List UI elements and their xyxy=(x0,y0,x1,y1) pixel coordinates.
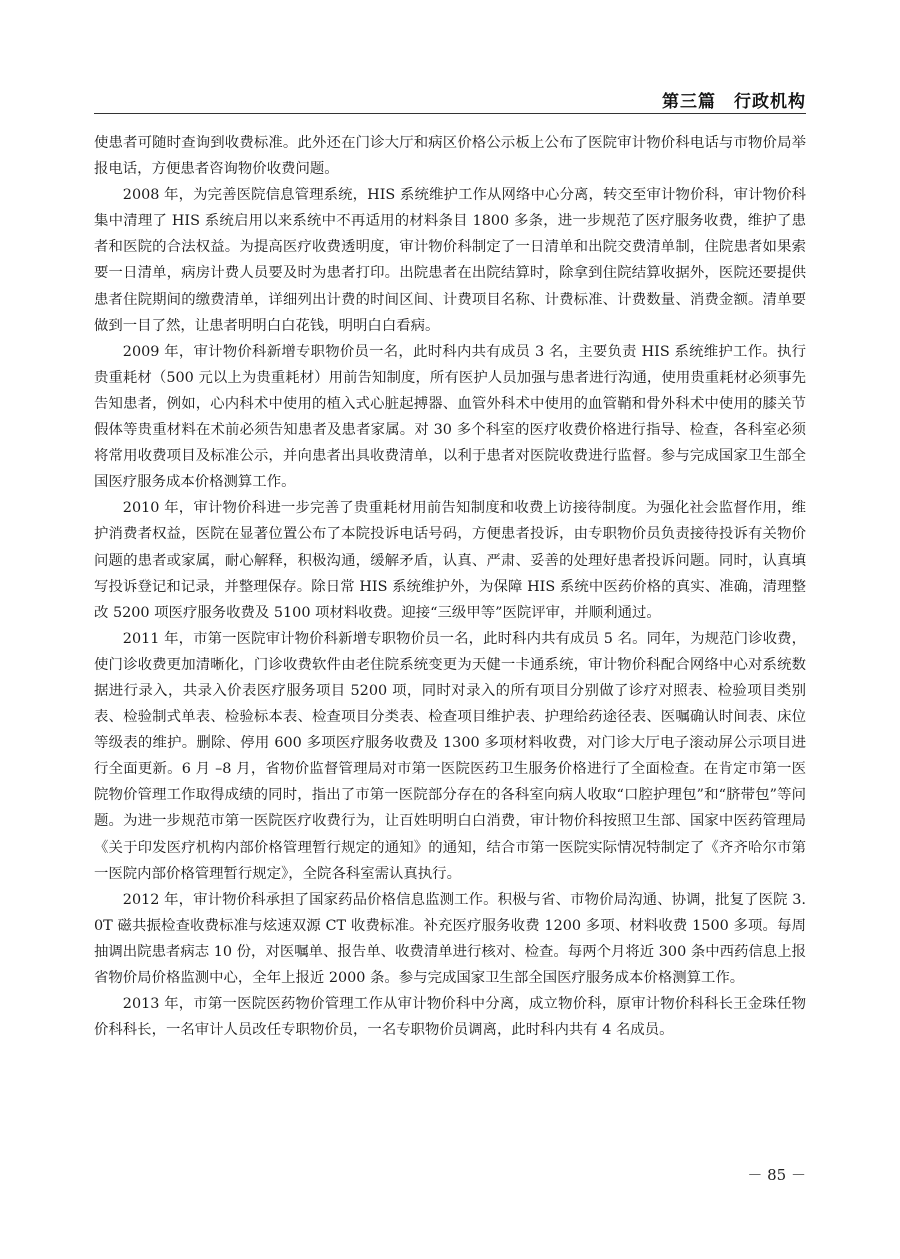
paragraph-2011: 2011 年，市第一医院审计物价科新增专职物价员一名，此时科内共有成员 5 名。同年，为规范门诊收费，使门诊收费更加清晰化，门诊收费软件由老住院系统变更为天健一卡通系统，审计物价科配合网络中心对系统数据进行录入，共录入价表医疗服务项目 5200 项，同时对录入的所有项目分别做了诊疗对照表、检验项目类别表、检验制式单表、检验标本表、检查项目分类表、检查项目维护表、护理给药途径表、医嘱确认时间表、床位等级表的维护。删除、停用 600 多项医疗服务收费及 1300 多项材料收费，对门诊大厅电子滚动屏公示项目进行全面更新。6 月 –8 月，省物价监督管理局对市第一医院医药卫生服务价格进行了全面检查。在肯定市第一医院物价管理工作取得成绩的同时，指出了市第一医院部分存在的各科室向病人收取“口腔护理包”和“脐带包”等问题。为进一步规范市第一医院医疗收费行为，让百姓明明白白消费，审计物价科按照卫生部、国家中医药管理局《关于印发医疗机构内部价格管理暂行规定的通知》的通知，结合市第一医院实际情况特制定了《齐齐哈尔市第一医院内部价格管理暂行规定》，全院各科室需认真执行。 xyxy=(94,630,806,882)
paragraph-2013: 2013 年，市第一医院医药物价管理工作从审计物价科中分离，成立物价科，原审计物价科科长王金珠任物价科科长，一名审计人员改任专职物价员，一名专职物价员调离，此时科内共有 4 名成员。 xyxy=(94,996,806,1039)
paragraph-continuation: 使患者可随时查询到收费标准。此外还在门诊大厅和病区价格公示板上公布了医院审计物价科电话与市物价局举报电话，方便患者咨询物价收费问题。 xyxy=(94,135,806,178)
page-number: － 85 － xyxy=(747,1166,806,1184)
paragraph-2012: 2012 年，审计物价科承担了国家药品价格信息监测工作。积极与省、市物价局沟通、协调，批复了医院 3.0T 磁共振检查收费标准与炫速双源 CT 收费标准。补充医疗服务收费 1200 多项、材料收费 1500 多项。每周抽调出院患者病志 10 份，对医嘱单、报告单、收费清单进行核对、检查。每两个月将近 300 条中西药信息上报省物价局价格监测中心，全年上报近 2000 条。参与完成国家卫生部全国医疗服务成本价格测算工作。 xyxy=(94,891,806,986)
body-text xyxy=(94,130,806,1043)
section-title: 第三篇 行政机构 xyxy=(662,92,806,112)
running-header xyxy=(94,87,806,113)
paragraph-2008: 2008 年，为完善医院信息管理系统，HIS 系统维护工作从网络中心分离，转交至审计物价科，审计物价科集中清理了 HIS 系统启用以来系统中不再适用的材料条目 1800 多条，进一步规范了医疗服务收费，维护了患者和医院的合法权益。为提高医疗收费透明度，审计物价科制定了一日清单和出院交费清单制，住院患者如果索要一日清单，病房计费人员要及时为患者打印。出院患者在出院结算时，除拿到住院结算收据外，医院还要提供患者住院期间的缴费清单，详细列出计费的时间区间、计费项目名称、计费标准、计费数量、消费金额。清单要做到一目了然，让患者明明白白花钱，明明白白看病。 xyxy=(94,187,806,334)
header-rule xyxy=(94,113,806,114)
paragraph-2010: 2010 年，审计物价科进一步完善了贵重耗材用前告知制度和收费上访接待制度。为强化社会监督作用，维护消费者权益，医院在显著位置公布了本院投诉电话号码，方便患者投诉，由专职物价员负责接待投诉有关物价问题的患者或家属，耐心解释，积极沟通，缓解矛盾，认真、严肃、妥善的处理好患者投诉问题。同时，认真填写投诉登记和记录，并整理保存。除日常 HIS 系统维护外，为保障 HIS 系统中医药价格的真实、准确，清理整改 5200 项医疗服务收费及 5100 项材料收费。迎接“三级甲等”医院评审，并顺利通过。 xyxy=(94,500,806,621)
paragraph-2009: 2009 年，审计物价科新增专职物价员一名，此时科内共有成员 3 名，主要负责 HIS 系统维护工作。执行贵重耗材（500 元以上为贵重耗材）用前告知制度，所有医护人员加强与患者进行沟通，使用贵重耗材必须事先告知患者，例如，心内科术中使用的植入式心脏起搏器、血管外科术中使用的血管鞘和骨外科术中使用的膝关节假体等贵重材料在术前必须告知患者及患者家属。对 30 多个科室的医疗收费价格进行指导、检查，各科室必须将常用收费项目及标准公示，并向患者出具收费清单，以利于患者对医院收费进行监督。参与完成国家卫生部全国医疗服务成本价格测算工作。 xyxy=(94,343,806,491)
